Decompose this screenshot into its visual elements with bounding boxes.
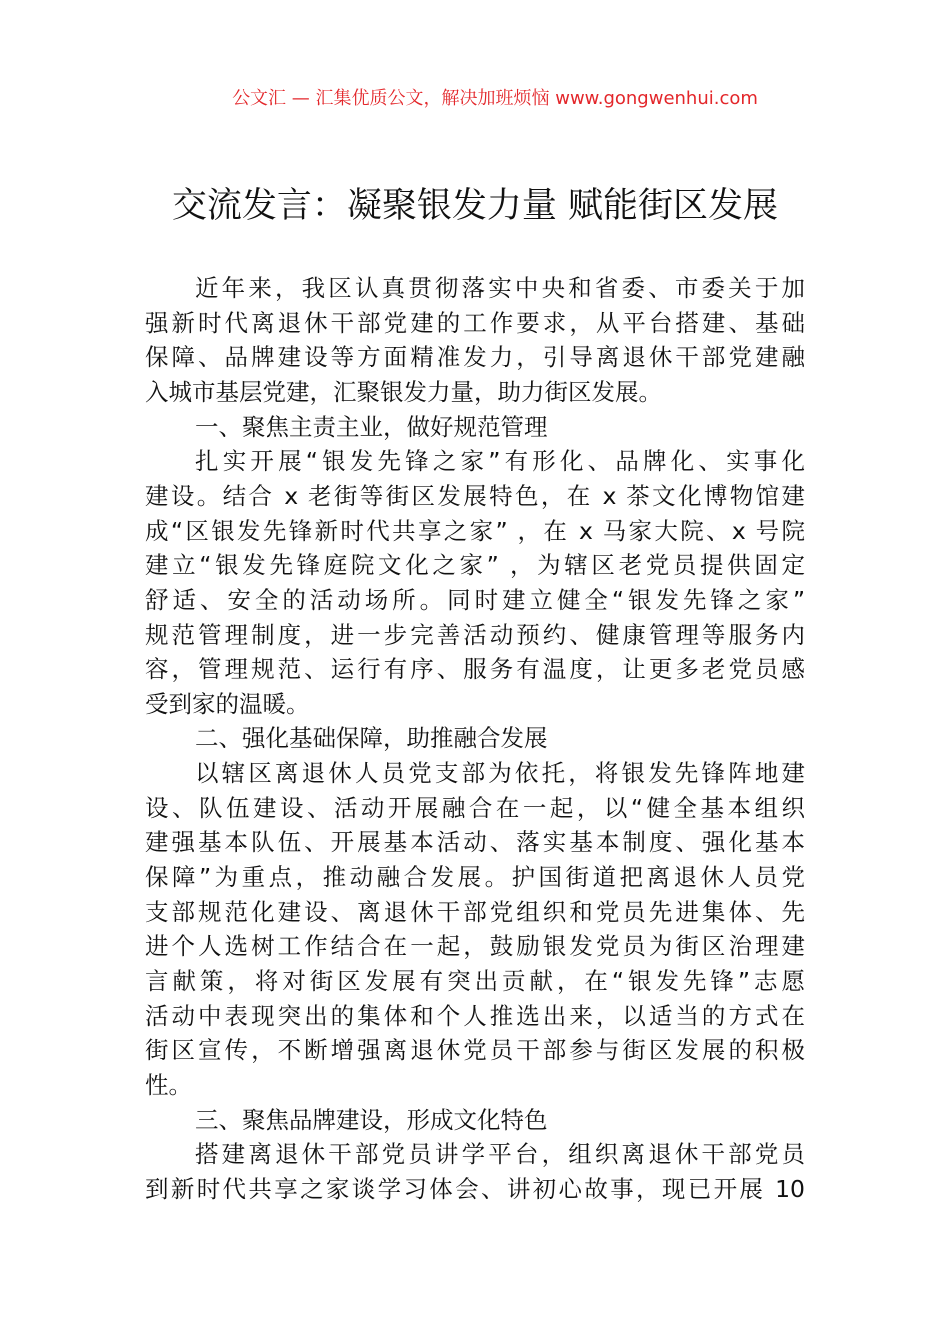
text-line: 进个人选树工作结合在一起，鼓励银发党员为街区治理建 <box>145 932 805 961</box>
text-line: 搭建离退休干部党员讲学平台，组织离退休干部党员 <box>195 1140 805 1169</box>
text-line: 以辖区离退休人员党支部为依托，将银发先锋阵地建 <box>195 759 805 788</box>
text-line: 性。 <box>145 1070 192 1099</box>
text-line: 保障”为重点，推动融合发展。护国街道把离退休人员党 <box>145 863 805 892</box>
text-line: 支部规范化建设、离退休干部党组织和党员先进集体、先 <box>145 897 805 926</box>
text-line: 强新时代离退休干部党建的工作要求，从平台搭建、基础 <box>145 308 805 337</box>
text-line: 近年来，我区认真贯彻落实中央和省委、市委关于加 <box>195 274 805 302</box>
text-line: 言献策，将对街区发展有突出贡献，在“银发先锋”志愿 <box>145 967 805 995</box>
text-line: 扎实开展“银发先锋之家”有形化、品牌化、实事化 <box>195 447 805 476</box>
text-line: 容，管理规范、运行有序、服务有温度，让更多老党员感 <box>145 655 805 684</box>
text-line: 到新时代共享之家谈学习体会、讲初心故事，现已开展 10 <box>145 1174 805 1203</box>
text-line: 二、强化基础保障，助推融合发展 <box>195 724 548 753</box>
text-line: 建立“银发先锋庭院文化之家” ，为辖区老党员提供固定 <box>145 551 805 580</box>
text-line: 街区宣传，不断增强离退休党员干部参与街区发展的积极 <box>145 1036 805 1065</box>
text-line: 设、队伍建设、活动开展融合在一起，以“健全基本组织 <box>145 793 805 822</box>
text-line: 成“区银发先锋新时代共享之家” ，在 x 马家大院、x 号院 <box>145 516 805 545</box>
text-line: 建设。结合 x 老街等街区发展特色，在 x 茶文化博物馆建 <box>145 481 805 510</box>
header-banner: 公文汇 — 汇集优质公文，解决加班烦恼 www.gongwenhui.com <box>232 88 758 109</box>
text-line: 规范管理制度，进一步完善活动预约、健康管理等服务内 <box>145 620 805 649</box>
text-line: 一、聚焦主责主业，做好规范管理 <box>195 412 548 441</box>
text-line: 舒适、安全的活动场所。同时建立健全“银发先锋之家” <box>145 585 805 614</box>
document-title: 交流发言：凝聚银发力量 赋能街区发展 <box>171 186 779 226</box>
text-line: 受到家的温暖。 <box>145 689 310 718</box>
text-line: 建强基本队伍、开展基本活动、落实基本制度、强化基本 <box>145 828 805 857</box>
text-line: 三、聚焦品牌建设，形成文化特色 <box>195 1105 548 1134</box>
text-line: 保障、品牌建设等方面精准发力，引导离退休干部党建融 <box>145 343 805 372</box>
text-line: 活动中表现突出的集体和个人推选出来，以适当的方式在 <box>145 1001 805 1030</box>
text-line: 入城市基层党建，汇聚银发力量，助力街区发展。 <box>145 377 662 406</box>
